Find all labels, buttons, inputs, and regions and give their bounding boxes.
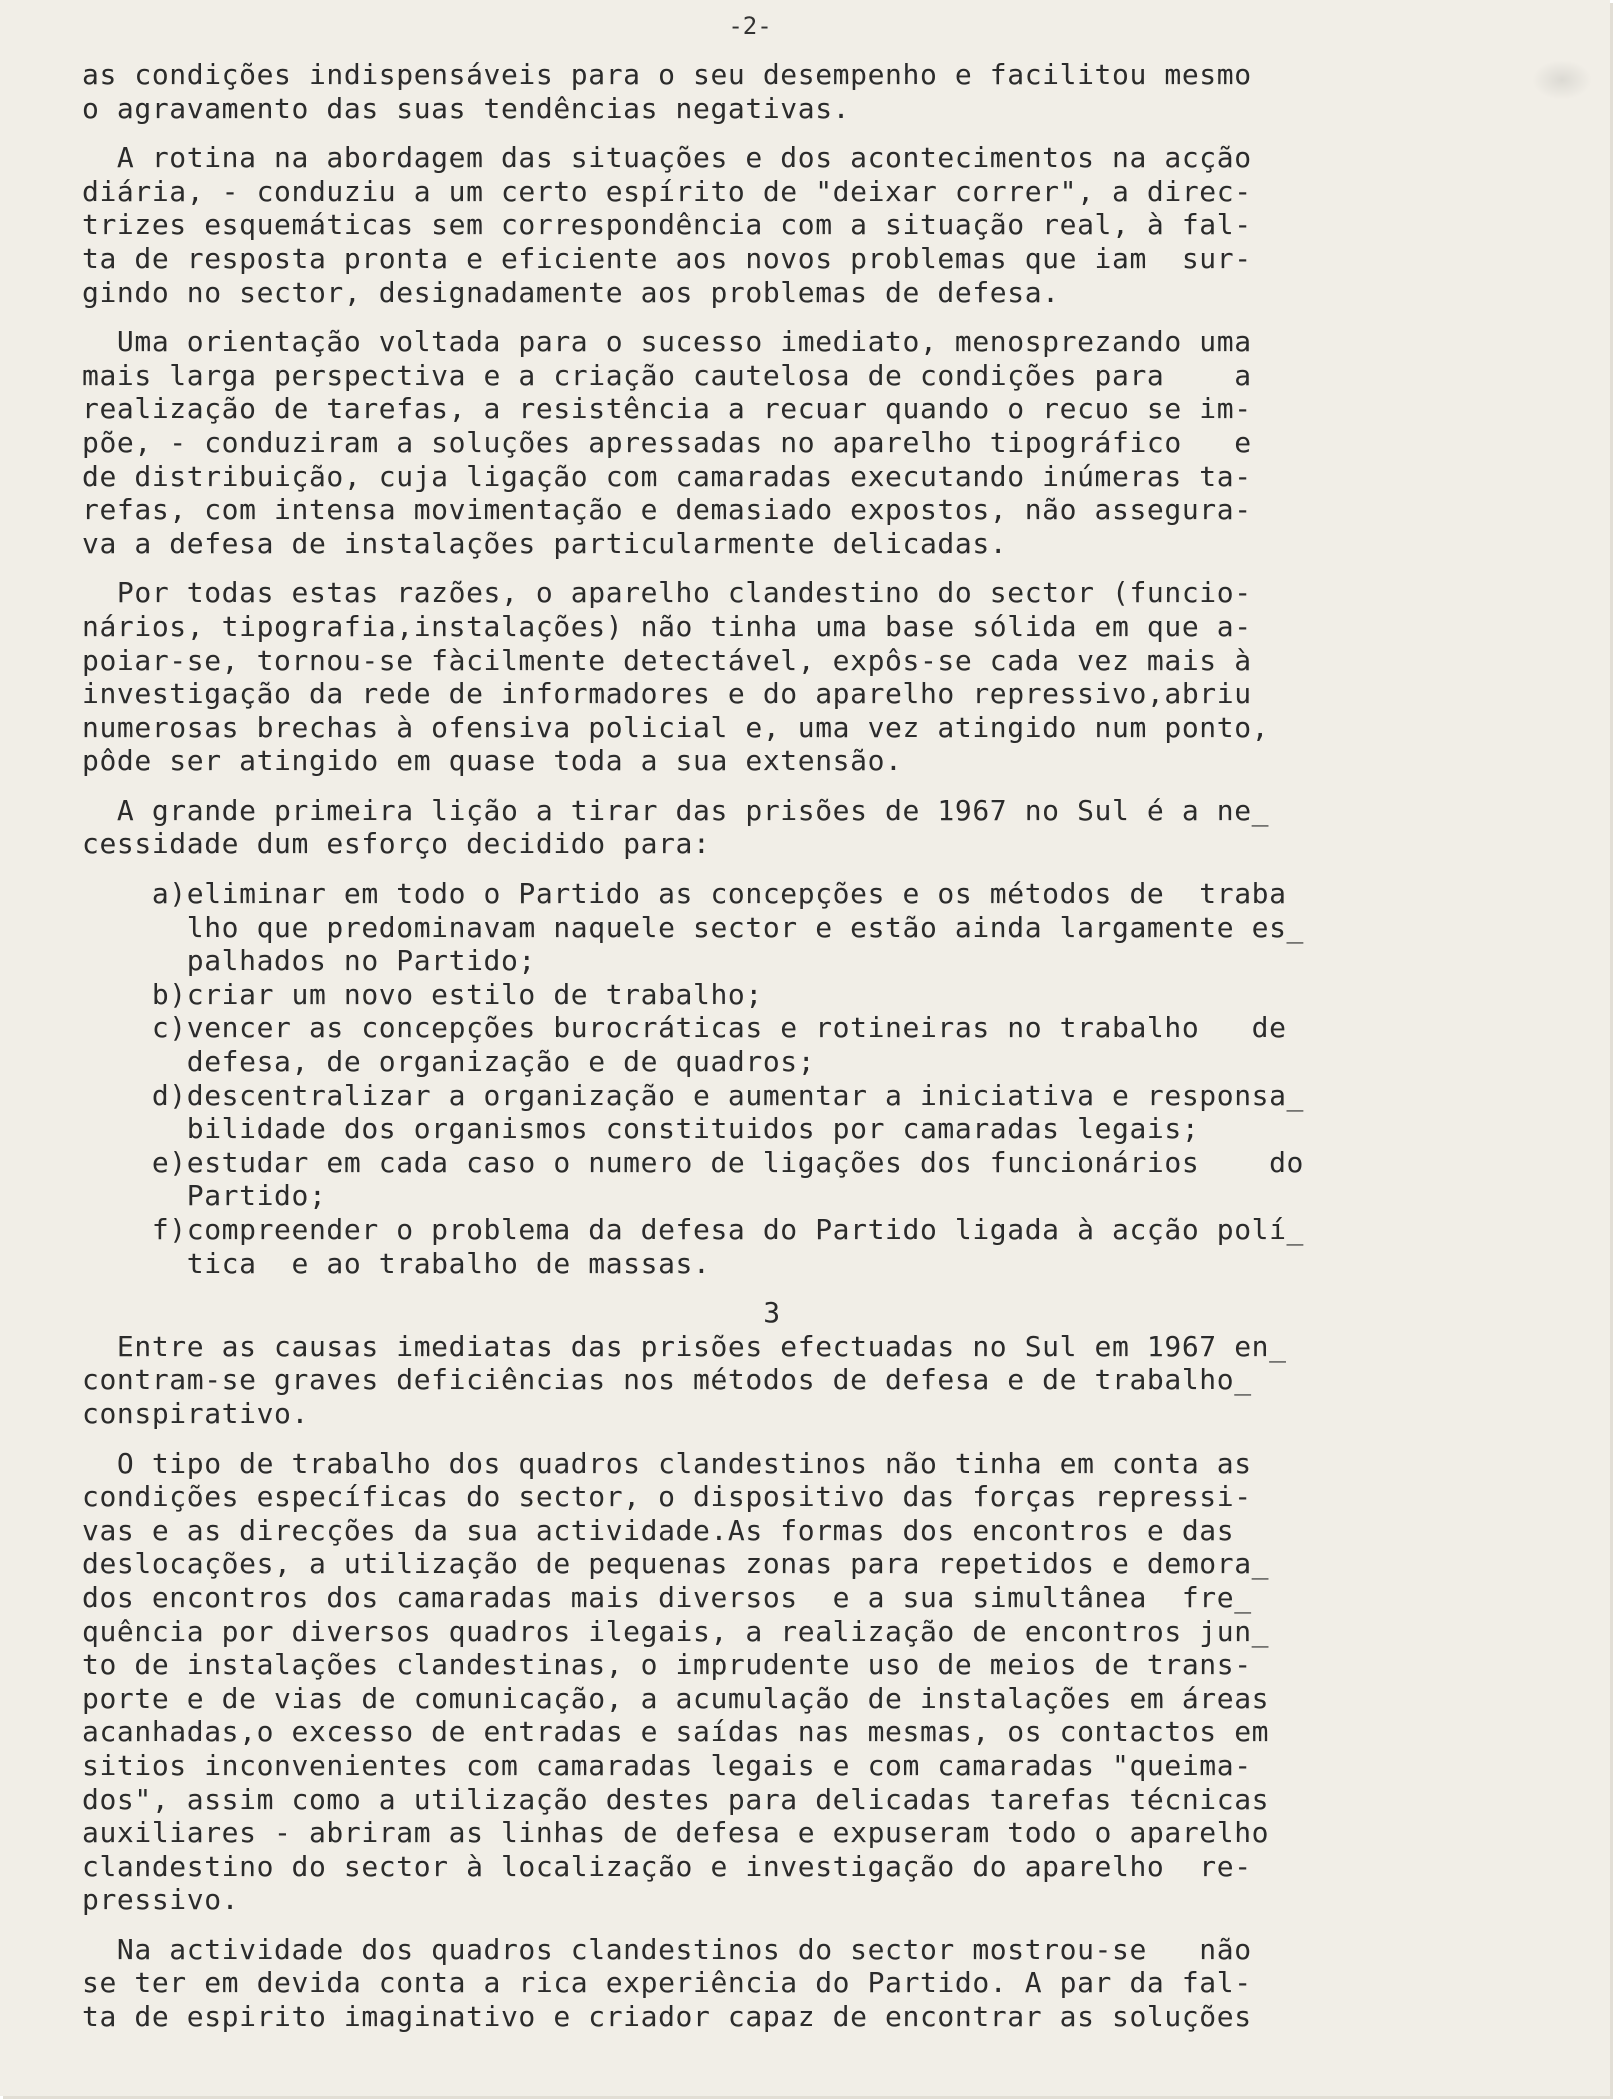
text-line: se ter em devida conta a rica experiência do Partido. A par da fal- bbox=[82, 1966, 1252, 2000]
text-line: pressivo. bbox=[82, 1883, 240, 1917]
text-line: de distribuição, cuja ligação com camaradas executando inúmeras ta- bbox=[82, 459, 1252, 493]
text-line: sitios inconvenientes com camaradas legais e com camaradas "queima- bbox=[82, 1748, 1252, 1782]
text-line: a)eliminar em todo o Partido as concepções e os métodos de traba bbox=[82, 877, 1287, 911]
text-line: investigação da rede de informadores e do aparelho repressivo,abriu bbox=[82, 677, 1252, 711]
text-line: as condições indispensáveis para o seu desempenho e facilitou mesmo bbox=[82, 58, 1252, 91]
text-line: conspirativo. bbox=[82, 1396, 309, 1430]
text-line: vas e as direcções da sua actividade.As formas dos encontros e das bbox=[82, 1513, 1235, 1547]
text-line: refas, com intensa movimentação e demasiado expostos, não assegura- bbox=[82, 493, 1252, 527]
paragraph bbox=[82, 576, 1462, 778]
paragraph bbox=[82, 325, 1462, 560]
text-line: deslocações, a utilização de pequenas zonas para repetidos e demora_ bbox=[82, 1547, 1270, 1581]
paragraph-gap bbox=[82, 778, 1462, 794]
paragraph-gap bbox=[82, 1280, 1462, 1296]
text-line: põe, - conduziram a soluções apressadas no aparelho tipográfico e bbox=[82, 425, 1252, 459]
text-line: quência por diversos quadros ilegais, a realização de encontros jun_ bbox=[82, 1614, 1270, 1648]
text-line: Uma orientação voltada para o sucesso imediato, menosprezando uma bbox=[82, 325, 1252, 359]
paragraph-gap bbox=[82, 125, 1462, 141]
paragraph bbox=[82, 1330, 1462, 1431]
text-line: trizes esquemáticas sem correspondência com a situação real, à fal- bbox=[82, 208, 1252, 242]
text-line: poiar-se, tornou-se fàcilmente detectável, expôs-se cada vez mais à bbox=[82, 643, 1252, 677]
text-line: A grande primeira lição a tirar das prisões de 1967 no Sul é a ne_ bbox=[82, 793, 1270, 827]
text-line: diária, - conduziu a um certo espírito de "deixar correr", a direc- bbox=[82, 174, 1252, 208]
text-line: mais larga perspectiva e a criação cautelosa de condições para a bbox=[82, 358, 1252, 392]
text-line: nários, tipografia,instalações) não tinha uma base sólida em que a- bbox=[82, 609, 1252, 643]
paragraph-gap bbox=[82, 309, 1462, 325]
text-line: numerosas brechas à ofensiva policial e, uma vez atingido num ponto, bbox=[82, 710, 1270, 744]
text-line: O tipo de trabalho dos quadros clandestinos não tinha em conta as bbox=[82, 1446, 1252, 1480]
paragraph bbox=[82, 141, 1462, 309]
text-line: A rotina na abordagem das situações e dos acontecimentos na acção bbox=[82, 141, 1252, 175]
text-line: pôde ser atingido em quase toda a sua extensão. bbox=[82, 744, 903, 778]
section-number: 3 bbox=[763, 1296, 781, 1330]
text-line: dos", assim como a utilização destes para delicadas tarefas técnicas bbox=[82, 1782, 1270, 1816]
text-line: cessidade dum esforço decidido para: bbox=[82, 827, 711, 861]
text-line: Na actividade dos quadros clandestinos do sector mostrou-se não bbox=[82, 1932, 1252, 1966]
text-line: ta de resposta pronta e eficiente aos novos problemas que iam sur- bbox=[82, 241, 1252, 275]
paragraph-gap bbox=[82, 560, 1462, 576]
text-line: Por todas estas razões, o aparelho clandestino do sector (funcio- bbox=[82, 576, 1252, 610]
paragraph bbox=[82, 1447, 1462, 1917]
text-line: o agravamento das suas tendências negativas. bbox=[82, 91, 851, 125]
text-line: clandestino do sector à localização e investigação do aparelho re- bbox=[82, 1849, 1252, 1883]
text-line: ta de espirito imaginativo e criador capaz de encontrar as soluções bbox=[82, 2000, 1252, 2034]
text-line: defesa, de organização e de quadros; bbox=[82, 1045, 816, 1079]
paragraph bbox=[82, 58, 1462, 125]
page-number: -2- bbox=[728, 12, 772, 40]
text-line: contram-se graves deficiências nos métodos de defesa e de trabalho_ bbox=[82, 1363, 1252, 1397]
text-line: lho que predominavam naquele sector e estão ainda largamente es_ bbox=[82, 910, 1305, 944]
text-line: dos encontros dos camaradas mais diversos e a sua simultânea fre_ bbox=[82, 1580, 1252, 1614]
text-line: c)vencer as concepções burocráticas e rotineiras no trabalho de bbox=[82, 1011, 1287, 1045]
paragraph bbox=[82, 794, 1462, 861]
text-line: d)descentralizar a organização e aumentar a iniciativa e responsa_ bbox=[82, 1078, 1305, 1112]
paragraph-gap bbox=[82, 1917, 1462, 1933]
paper-stain bbox=[1532, 60, 1592, 100]
text-line: gindo no sector, designadamente aos problemas de defesa. bbox=[82, 275, 1060, 309]
text-line: b)criar um novo estilo de trabalho; bbox=[82, 977, 763, 1011]
text-line: Entre as causas imediatas das prisões efectuadas no Sul em 1967 en_ bbox=[82, 1329, 1287, 1363]
paragraph-gap bbox=[82, 1431, 1462, 1447]
text-line: va a defesa de instalações particularmente delicadas. bbox=[82, 526, 1008, 560]
text-line: tica e ao trabalho de massas. bbox=[82, 1246, 711, 1280]
paragraph bbox=[82, 877, 1462, 1280]
text-line: palhados no Partido; bbox=[82, 944, 536, 978]
paragraph-gap bbox=[82, 861, 1462, 877]
text-line: e)estudar em cada caso o numero de ligações dos funcionários do bbox=[82, 1145, 1305, 1179]
text-line: bilidade dos organismos constituidos por camaradas legais; bbox=[82, 1112, 1200, 1146]
text-line: condições específicas do sector, o dispositivo das forças repressi- bbox=[82, 1480, 1252, 1514]
text-line: to de instalações clandestinas, o imprudente uso de meios de trans- bbox=[82, 1648, 1252, 1682]
text-line: Partido; bbox=[82, 1179, 327, 1213]
paragraph-gap bbox=[82, 2034, 1462, 2050]
text-line: auxiliares - abriram as linhas de defesa e expuseram todo o aparelho bbox=[82, 1816, 1270, 1850]
text-line: acanhadas,o excesso de entradas e saídas nas mesmas, os contactos em bbox=[82, 1715, 1270, 1749]
paragraph bbox=[82, 1933, 1462, 2034]
text-line: porte e de vias de comunicação, a acumulação de instalações em áreas bbox=[82, 1681, 1270, 1715]
text-line: f)compreender o problema da defesa do Partido ligada à acção polí_ bbox=[82, 1213, 1305, 1246]
document-body bbox=[82, 58, 1462, 2050]
text-line: realização de tarefas, a resistência a recuar quando o recuo se im- bbox=[82, 392, 1252, 426]
